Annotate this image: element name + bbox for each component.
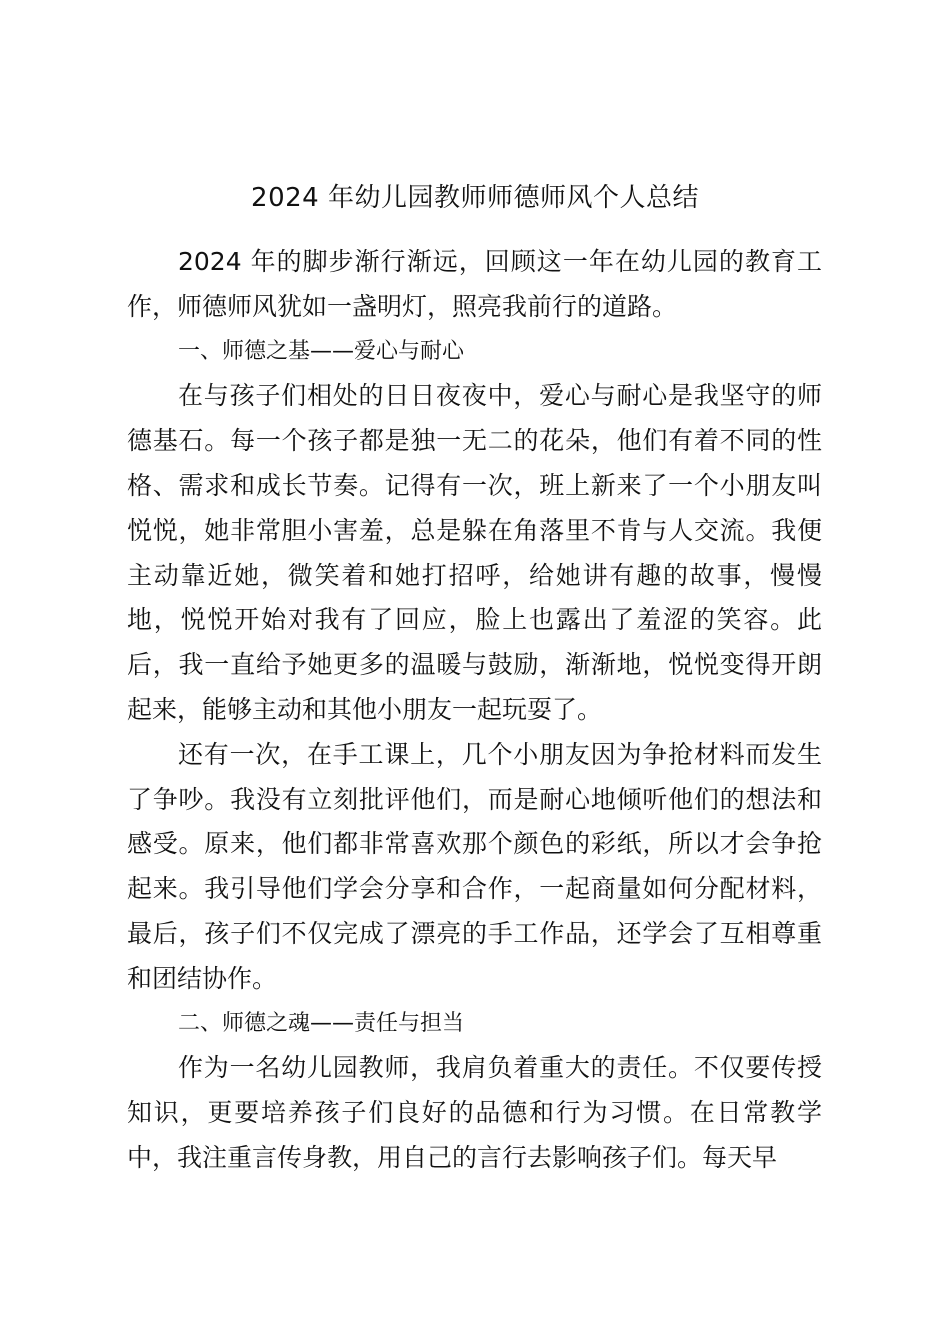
paragraph-love-patience: 在与孩子们相处的日日夜夜中，爱心与耐心是我坚守的师德基石。每一个孩子都是独一无二的花朵，他们有着不同的性格、需求和成长节奏。记得有一次，班上新来了一个小朋友叫悦悦，她非常胆小害羞，总是躲在角落里不肯与人交流。我便主动靠近她，微笑着和她打招呼，给她讲有趣的故事，慢慢地，悦悦开始对我有了回应，脸上也露出了羞涩的笑容。此后，我一直给予她更多的温暖与鼓励，渐渐地，悦悦变得开朗起来，能够主动和其他小朋友一起玩耍了。 bbox=[127, 381, 822, 724]
document-title: 2024 年幼儿园教师师德师风个人总结 bbox=[251, 183, 699, 213]
document-body bbox=[127, 240, 822, 1181]
section-heading-1: 一、师德之基——爱心与耐心 bbox=[178, 338, 465, 364]
section-heading-2: 二、师德之魂——责任与担当 bbox=[178, 1010, 465, 1036]
intro-paragraph: 2024 年的脚步渐行渐远，回顾这一年在幼儿园的教育工作，师德师风犹如一盏明灯，照亮我前行的道路。 bbox=[127, 247, 822, 321]
paragraph-handcraft-class: 还有一次，在手工课上，几个小朋友因为争抢材料而发生了争吵。我没有立刻批评他们，而是耐心地倾听他们的想法和感受。原来，他们都非常喜欢那个颜色的彩纸，所以才会争抢起来。我引导他们学会分享和合作，一起商量如何分配材料，最后，孩子们不仅完成了漂亮的手工作品，还学会了互相尊重和团结协作。 bbox=[127, 739, 822, 993]
paragraph-responsibility: 作为一名幼儿园教师，我肩负着重大的责任。不仅要传授知识，更要培养孩子们良好的品德和行为习惯。在日常教学中，我注重言传身教，用自己的言行去影响孩子们。每天早 bbox=[127, 1053, 822, 1172]
